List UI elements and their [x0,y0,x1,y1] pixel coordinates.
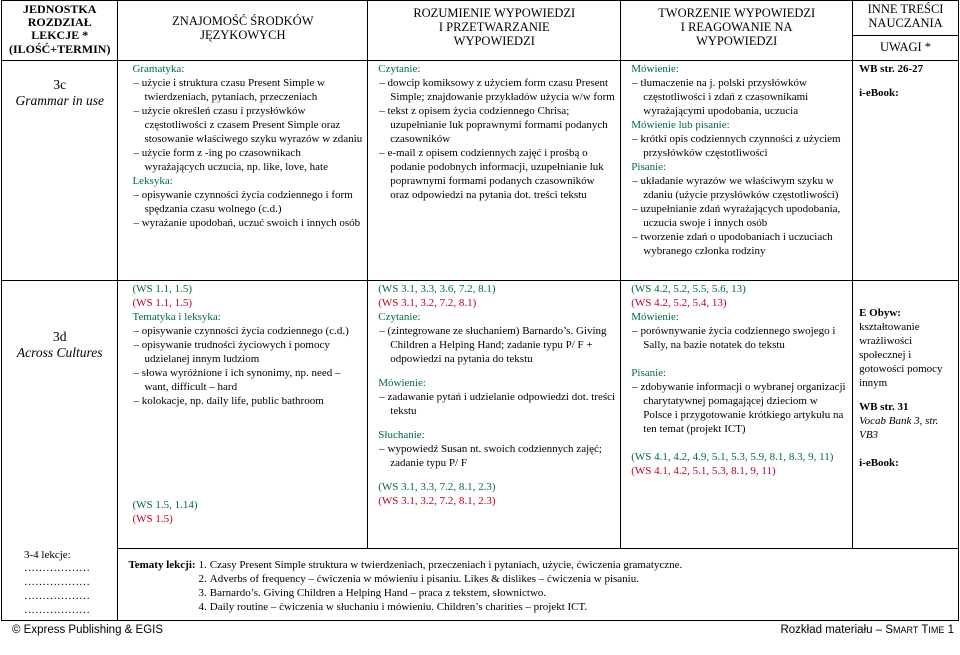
vocab-bank-ref: Vocab Bank 3, str. VB3 [859,414,939,441]
topic-row [128,601,685,615]
section-heading: Gramatyka: [132,63,185,75]
lesson-topics-cell [118,549,959,621]
header-line: I PRZETWARZANIE [438,19,550,34]
ws-reference: (WS 4.1, 4.2, 4.9, 5.1, 5.3, 5.9, 8.1, 8.3, 9, 11) [631,450,834,463]
topic-number: 2. [198,572,207,585]
cross-curricular-heading: E Obyw: [859,307,901,319]
header-line: ZNAJOMOŚĆ ŚRODKÓW [172,14,314,28]
topics-label: Tematy lekcji: [128,559,196,571]
list-item: – dowcip komiksowy z użyciem form czasu Present Simple; znajdowanie przykładów użycia w/w form [378,77,616,105]
unit-title: Grammar in use [15,93,104,109]
list-item: – opisywanie czynności życia codziennego (c.d.) [132,325,363,339]
section-heading: Pisanie: [631,160,667,173]
section-heading: Mówienie lub pisanie: [631,118,730,131]
topic-row [128,587,685,601]
other-cell-3c [853,61,959,281]
list-item: – porównywanie życia codziennego swojego i Sally, na bazie notatek do tekstu [631,325,848,353]
section-heading: Czytanie: [378,63,421,75]
topic-number: 4. [198,600,207,613]
unit-number: 3c [53,77,67,92]
list-item: – opisywanie czynności życia codziennego i form spędzania czasu wolnego (c.d.) [132,189,363,217]
section-heading: Tematyka i leksyka: [132,310,221,323]
header-production [621,1,853,61]
cross-curricular-text: kształtowanie wrażliwości społecznej i gotowości pomocy innym [859,320,943,389]
header-comprehension [368,1,621,61]
comprehension-cell-3c [368,61,621,281]
list-item: – użycie określeń czasu i przysłówków częstotliwości z czasem Present Simple oraz stosowanie właściwego szyku wyrazów w zdaniu [132,105,363,147]
topic-number: 3. [198,586,207,599]
page-footer [0,621,960,638]
header-line: WYPOWIEDZI [696,33,778,48]
footer-ime: IME [928,625,945,636]
other-cell-3d [853,281,959,549]
list-item: – zdobywanie informacji o wybranej organizacji charytatywnej pomagającej dzieciom w Polsce i przygotowanie krótkiego artykułu na ten temat (projekt ICT) [631,381,848,437]
section-heading: Mówienie: [631,63,679,75]
ws-reference: (WS 3.1, 3.3, 3.6, 7.2, 8.1) [378,283,496,295]
header-line: LEKCJE * [31,28,89,43]
header-line: INNE TREŚCI [867,2,944,16]
footer-s: S [885,624,893,637]
footer-mart: MART [893,625,919,636]
topic-text-content: Adverbs of frequency – ćwiczenia w mówieniu i pisaniu. Likes & dislikes – ćwiczenia w pisaniu. [209,572,639,585]
ws-reference: (WS 1.1, 1.5) [132,283,193,295]
header-line: NAUCZANIA [868,15,943,30]
ws-reference: (WS 3.1, 3.2, 7.2, 8.1) [378,296,477,309]
ws-reference: (WS 4.2, 5.2, 5.5, 5.6, 13) [631,283,746,295]
header-line: WYPOWIEDZI [453,33,535,48]
section-heading: Słuchanie: [378,428,425,441]
unit-3d-cell [2,281,118,549]
header-notes: UWAGI * [880,39,932,54]
syllabus-table [1,0,959,621]
topics-row [2,549,959,621]
lessons-label: 3-4 lekcje: [24,548,71,561]
unit-3c-cell [2,61,118,281]
list-item: – wypowiedź Susan nt. swoich codziennych zajęć; zadanie typu P/ F [378,443,616,471]
topics-spacer [128,573,198,587]
topics-spacer [128,587,198,601]
header-row [2,1,959,61]
topics-spacer [128,601,198,615]
footer-copyright: © Express Publishing & EGIS [12,624,164,637]
topic-text-content: Czasy Present Simple struktura w twierdzeniach, przeczeniach i pytaniach, użycie, ćwiczenia gramatyczne. [209,559,683,571]
list-item: – tekst z opisem życia codziennego Chrisa; uzupełnianie luk poprawnymi formami podanych czasowników [378,105,616,147]
header-line: ROZDZIAŁ [27,15,92,30]
language-cell-3c [118,61,368,281]
ws-reference: (WS 4.1, 4.2, 5.1, 5.3, 8.1, 9, 11) [631,464,776,477]
header-line: JĘZYKOWYCH [200,27,286,42]
workbook-ref: WB str. 26-27 [859,63,924,75]
topic-number: 1. [198,559,207,571]
ws-reference: (WS 4.2, 5.2, 5.4, 13) [631,296,727,309]
topic-text-content: Daily routine – ćwiczenia w słuchaniu i mówieniu. Children’s charities – projekt ICT. [209,600,588,613]
lessons-count-cell [2,549,118,621]
ws-reference: (WS 3.1, 3.2, 7.2, 8.1, 2.3) [378,494,496,507]
production-cell-3d [621,281,853,549]
row-3c [2,61,959,281]
ws-reference: (WS 1.1, 1.5) [132,296,193,309]
list-item: – użycie form z -ing po czasownikach wyrażających uczucia, np. like, love, hate [132,147,363,175]
topic-row [128,559,685,573]
language-cell-3d [118,281,368,549]
list-item: – wyrażanie upodobań, uczuć swoich i innych osób [132,217,363,231]
lesson-blank: ……………… [24,562,90,575]
list-item: – krótki opis codziennych czynności z użyciem przysłówków częstotliwości [631,133,848,161]
header-line: TWORZENIE WYPOWIEDZI [658,6,816,20]
lesson-blank: ……………… [24,576,90,589]
topic-row [128,573,685,587]
header-unit [2,1,118,61]
section-heading: Mówienie: [378,376,426,389]
footer-title [780,623,954,638]
header-line: (ILOŚĆ+TERMIN) [8,41,111,56]
ebook-ref: i-eBook: [859,456,899,469]
topic-text [210,601,685,615]
header-other [853,1,959,61]
list-item: – słowa wyróżnione i ich synonimy, np. need – want, difficult – hard [132,367,363,395]
header-line: JEDNOSTKA [23,2,97,16]
list-item: – tworzenie zdań o upodobaniach i uczuciach wybranego członka rodziny [631,231,848,259]
unit-number: 3d [52,329,67,344]
production-cell-3c [621,61,853,281]
topic-text-content: Barnardo’s. Giving Children a Helping Hand – praca z tekstem, słownictwo. [209,586,547,599]
unit-title: Across Cultures [16,345,103,361]
topic-text [210,559,685,573]
ebook-ref: i-eBook: [859,86,899,99]
topic-text [210,587,685,601]
list-item: – użycie i struktura czasu Present Simple w twierdzeniach, pytaniach, przeczeniach [132,77,363,105]
lesson-blank: ……………… [24,604,90,617]
list-item: – kolokacje, np. daily life, public bathroom [132,395,363,409]
list-item: – (zintegrowane ze słuchaniem) Barnardo’s. Giving Children a Helping Hand; zadanie typu P/ F + odpowiedzi na pytania do tekstu [378,325,616,367]
list-item: – zadawanie pytań i udzielanie odpowiedzi dot. treści tekstu [378,391,616,419]
section-heading: Leksyka: [132,174,173,187]
section-heading: Pisanie: [631,366,667,379]
footer-prefix: Rozkład materiału – [780,624,883,637]
lesson-blank: ……………… [24,590,90,603]
row-3d [2,281,959,549]
ws-reference: (WS 3.1, 3.3, 7.2, 8.1, 2.3) [378,480,496,493]
header-line: ROZUMIENIE WYPOWIEDZI [413,6,576,20]
lesson-topics-list [128,559,685,615]
list-item: – e-mail z opisem codziennych zajęć i prośbą o podanie podobnych informacji, uzupełnianie luk poprawnymi formami podanych czasowników oraz odpowiedzi na pytania dot. treści tekstu [378,147,616,203]
topic-text [210,573,685,587]
section-heading: Czytanie: [378,310,421,323]
list-item: – tłumaczenie na j. polski przysłówków częstotliwości i zdań z czasownikami wyrażającymi upodobania, uczucia [631,77,848,119]
list-item: – uzupełnianie zdań wyrażających upodobania, uczucia swoje i innych osób [631,203,848,231]
ws-reference: (WS 1.5) [132,512,173,525]
header-line: I REAGOWANIE NA [680,19,793,34]
section-heading: Mówienie: [631,310,679,323]
ws-reference: (WS 1.5, 1.14) [132,498,198,511]
list-item: – układanie wyrazów we właściwym szyku w zdaniu (użycie przysłówków częstotliwości) [631,175,848,203]
workbook-ref: WB str. 31 [859,400,909,413]
footer-num: 1 [947,624,954,637]
list-item: – opisywanie trudności życiowych i pomocy udzielanej innym ludziom [132,339,363,367]
header-language [118,1,368,61]
footer-t: T [921,624,929,637]
comprehension-cell-3d [368,281,621,549]
